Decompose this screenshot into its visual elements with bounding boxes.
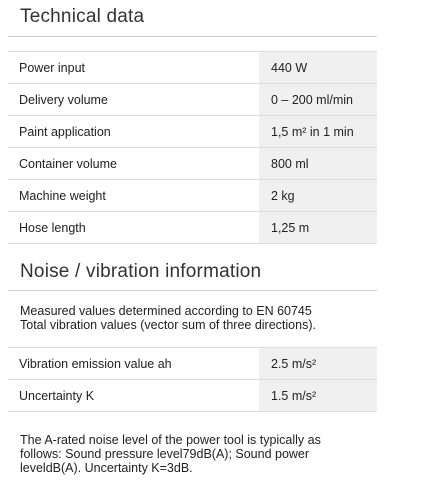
spec-label: Hose length — [8, 212, 259, 243]
technical-data-table — [8, 51, 377, 244]
table-row — [8, 84, 377, 116]
table-row — [8, 347, 377, 380]
spec-label: Paint application — [8, 116, 259, 147]
spec-value: 0 – 200 ml/min — [259, 84, 377, 115]
noise-vibration-heading: Noise / vibration information — [20, 261, 262, 282]
table-row — [8, 212, 377, 244]
table-row — [8, 180, 377, 212]
spec-label: Uncertainty K — [8, 380, 259, 411]
noise-level-line: leveldB(A). Uncertainty K=3dB. — [20, 461, 193, 475]
table-row — [8, 51, 377, 84]
spec-value: 2 kg — [259, 180, 377, 211]
spec-label: Container volume — [8, 148, 259, 179]
noise-level-line: follows: Sound pressure level79dB(A); Sound power — [20, 447, 310, 461]
noise-intro-text — [20, 304, 380, 332]
spec-value: 1,25 m — [259, 212, 377, 243]
spec-value: 800 ml — [259, 148, 377, 179]
spec-label: Machine weight — [8, 180, 259, 211]
table-row — [8, 148, 377, 180]
spec-label: Power input — [8, 52, 259, 83]
spec-value: 1,5 m² in 1 min — [259, 116, 377, 147]
spec-label: Delivery volume — [8, 84, 259, 115]
noise-level-line: The A-rated noise level of the power tool is typically as — [20, 433, 321, 447]
spec-value: 2.5 m/s² — [259, 348, 377, 379]
spec-value: 440 W — [259, 52, 377, 83]
noise-intro-line: Measured values determined according to EN 60745 — [20, 304, 312, 318]
table-row — [8, 116, 377, 148]
noise-level-text — [20, 433, 380, 475]
vibration-table — [8, 347, 377, 412]
heading-divider — [8, 290, 377, 291]
table-row — [8, 380, 377, 412]
spec-label: Vibration emission value ah — [8, 348, 259, 379]
heading-divider — [8, 36, 377, 37]
noise-intro-line: Total vibration values (vector sum of three directions). — [20, 318, 316, 332]
spec-value: 1.5 m/s² — [259, 380, 377, 411]
technical-data-heading: Technical data — [20, 6, 145, 27]
